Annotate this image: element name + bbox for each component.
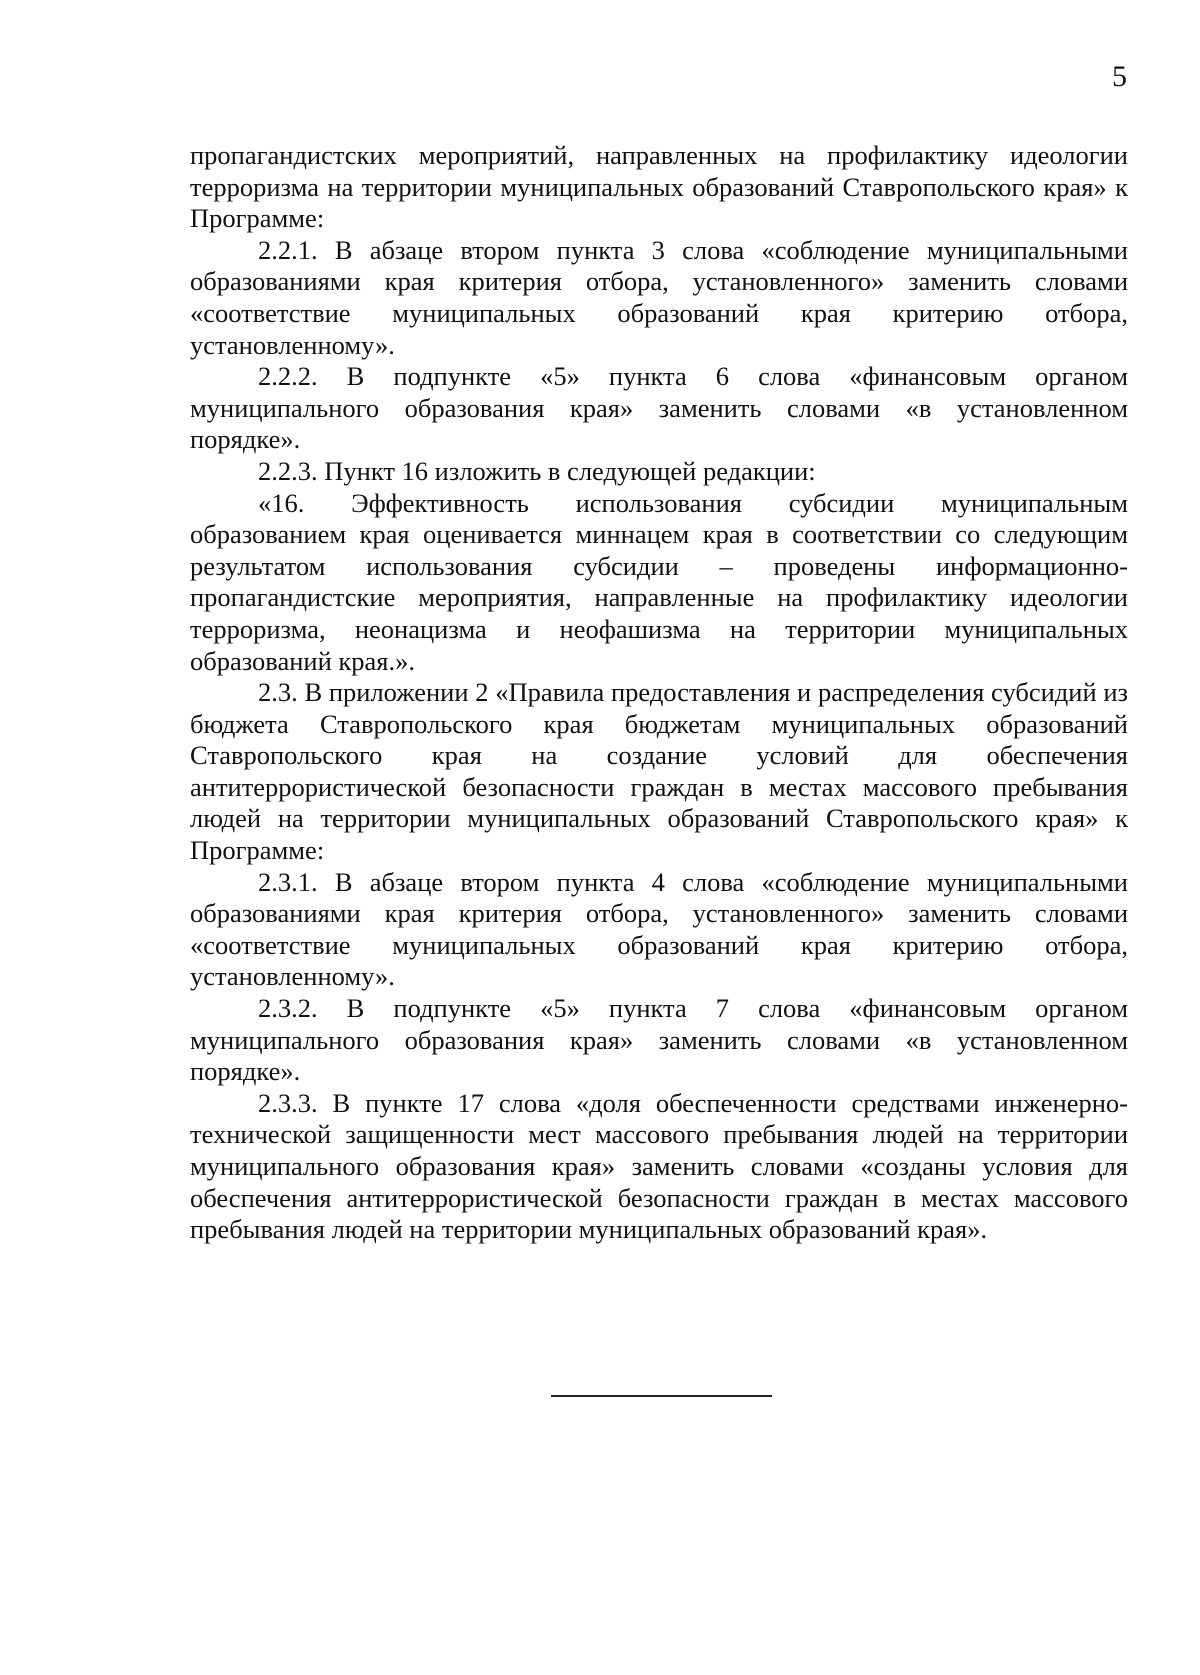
paragraph-point-16: «16. Эффективность использования субсидии муниципальным образованием края оценивается миннацем края в соответствии со следующим результатом использования субсидии – проведены информационно-пропагандистские мероприятия, направленные на профилактику идеологии терроризма, неонацизма и неофашизма на территории муниципальных образований края.». (190, 487, 1128, 676)
paragraph-2-2-3: 2.2.3. Пункт 16 изложить в следующей редакции: (258, 455, 816, 486)
paragraph-2-3-1: 2.3.1. В абзаце втором пункта 4 слова «соблюдение муниципальными образованиями края критерия отбора, установленного» заменить словами «соответствие муниципальных образований края критерию отбора, установленному». (190, 866, 1128, 992)
paragraph-2-3-3: 2.3.3. В пункте 17 слова «доля обеспеченности средствами инженерно-технической защищенности мест массового пребывания людей на территории муниципального образования края» заменить словами «созданы условия для обеспечения антитеррористической безопасности граждан в местах массового пребывания людей на территории муниципальных образований края». (190, 1087, 1128, 1245)
paragraph-2-3-2: 2.3.2. В подпункте «5» пункта 7 слова «финансовым органом муниципального образования края» заменить словами «в установленном порядке». (190, 993, 1128, 1087)
end-of-document-rule (551, 1395, 772, 1397)
document-body (190, 140, 1128, 1246)
paragraph-continuation: пропагандистских мероприятий, направленных на профилактику идеологии терроризма на территории муниципальных образований Ставропольского края» к Программе: (190, 140, 1128, 234)
page-number: 5 (1112, 60, 1127, 93)
paragraph-2-2-1: 2.2.1. В абзаце втором пункта 3 слова «соблюдение муниципальными образованиями края критерия отбора, установленного» заменить словами «соответствие муниципальных образований края критерию отбора, установленному». (190, 234, 1128, 360)
paragraph-2-2-2: 2.2.2. В подпункте «5» пункта 6 слова «финансовым органом муниципального образования края» заменить словами «в установленном порядке». (190, 361, 1128, 455)
paragraph-2-3: 2.3. В приложении 2 «Правила предоставления и распределения субсидий из бюджета Ставропольского края бюджетам муниципальных образований Ставропольского края на создание условий для обеспечения антитеррористической безопасности граждан в местах массового пребывания людей на территории муниципальных образований Ставропольского края» к Программе: (190, 677, 1128, 866)
